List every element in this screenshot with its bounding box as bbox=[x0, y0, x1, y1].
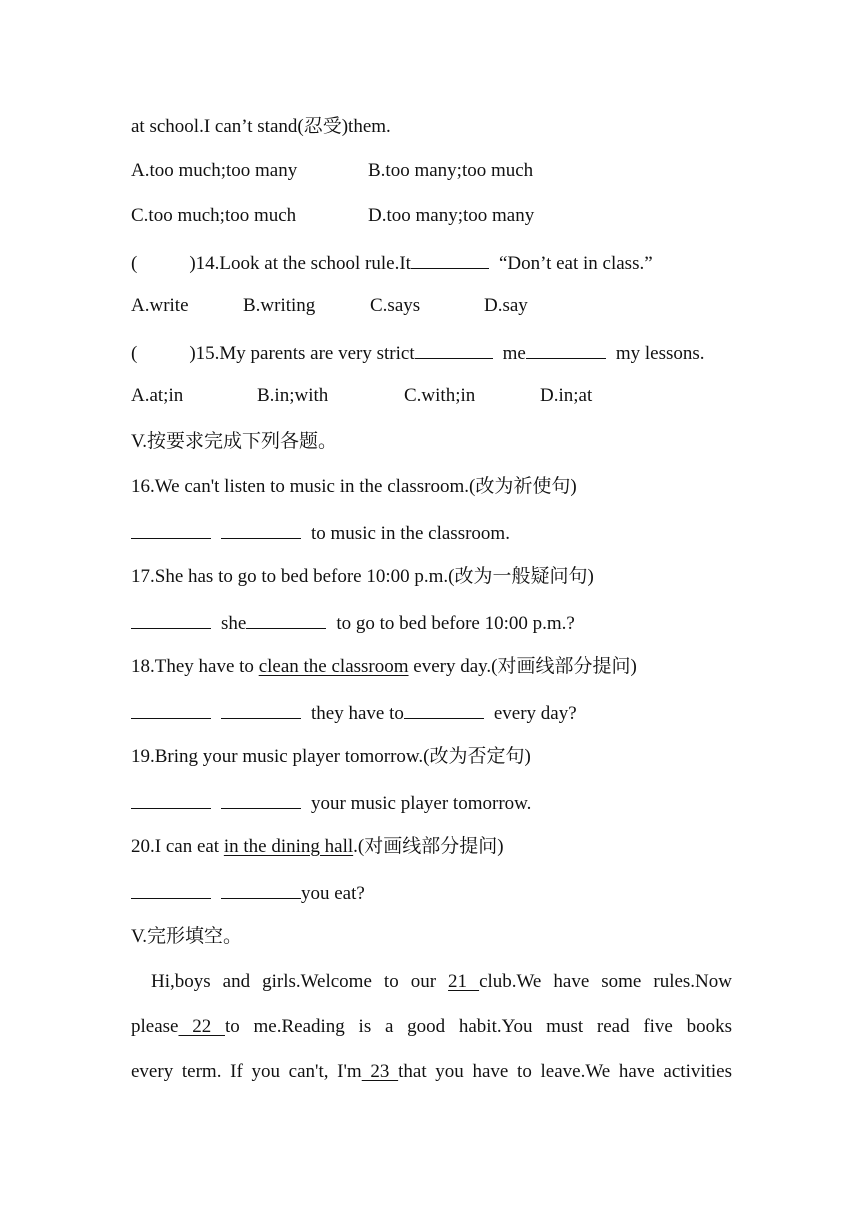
answer-text: to music in the classroom. bbox=[311, 523, 510, 544]
question-text: my lessons. bbox=[615, 343, 705, 364]
question-text: 15.My parents are very strict bbox=[195, 343, 415, 364]
underlined-phrase: in the dining hall bbox=[223, 836, 354, 857]
answer-line-17 bbox=[131, 610, 575, 636]
option-b: B.in;with bbox=[257, 385, 329, 406]
answer-line-18 bbox=[131, 700, 577, 726]
option-b: B.writing bbox=[243, 295, 316, 316]
option-b: B.too many;too much bbox=[368, 160, 534, 181]
option-c: C.too much;too much bbox=[131, 205, 297, 226]
answer-line-19 bbox=[131, 790, 531, 816]
answer-text: they have to bbox=[311, 703, 404, 724]
answer-line-16 bbox=[131, 520, 510, 546]
answer-blank[interactable] bbox=[221, 790, 301, 809]
answer-blank[interactable] bbox=[131, 880, 211, 899]
answer-blank[interactable] bbox=[246, 610, 326, 629]
answer-blank[interactable] bbox=[526, 340, 606, 359]
cloze-paragraph-line bbox=[131, 1060, 732, 1084]
paragraph-text: Hi,boys and girls.Welcome to our bbox=[151, 971, 449, 992]
option-a: A.too much;too many bbox=[131, 160, 298, 181]
answer-blank[interactable] bbox=[221, 880, 301, 899]
question-16: 16.We can't listen to music in the classroom.(改为祈使句) bbox=[131, 476, 577, 497]
question-text: me bbox=[502, 343, 526, 364]
section-heading: V.按要求完成下列各题。 bbox=[131, 431, 338, 452]
question-text: 18.They have to bbox=[131, 656, 259, 677]
question-18 bbox=[131, 655, 637, 679]
question-text: “Don’t eat in class.” bbox=[498, 253, 653, 274]
question-20 bbox=[131, 835, 504, 859]
question-text: 20.I can eat bbox=[131, 836, 224, 857]
underlined-phrase: clean the classroom bbox=[258, 656, 409, 677]
question-14 bbox=[131, 250, 653, 276]
question-text: 14.Look at the school rule.It bbox=[195, 253, 411, 274]
option-c: C.says bbox=[370, 295, 421, 316]
answer-blank[interactable] bbox=[131, 520, 211, 539]
option-a: A.write bbox=[131, 295, 189, 316]
cloze-blank-21[interactable]: 21 bbox=[448, 971, 480, 992]
cloze-paragraph-line bbox=[151, 970, 732, 994]
paragraph-text: that you have to leave.We have activities bbox=[398, 1061, 733, 1082]
question-text: every day.(对画线部分提问) bbox=[408, 656, 637, 677]
answer-paren-close: ) bbox=[189, 343, 196, 364]
answer-blank[interactable] bbox=[131, 610, 211, 629]
answer-text: your music player tomorrow. bbox=[311, 793, 532, 814]
answer-text: every day? bbox=[493, 703, 577, 724]
answer-paren-open[interactable]: ( bbox=[131, 253, 138, 274]
option-d: D.in;at bbox=[540, 385, 593, 406]
option-c: C.with;in bbox=[404, 385, 476, 406]
answer-blank[interactable] bbox=[131, 790, 211, 809]
answer-paren-open[interactable]: ( bbox=[131, 343, 138, 364]
question-15 bbox=[131, 340, 705, 366]
question-19: 19.Bring your music player tomorrow.(改为否定句) bbox=[131, 746, 531, 767]
question-17: 17.She has to go to bed before 10:00 p.m.(改为一般疑问句) bbox=[131, 566, 594, 587]
answer-blank[interactable] bbox=[221, 700, 301, 719]
option-d: D.say bbox=[484, 295, 528, 316]
question-text: .(对画线部分提问) bbox=[353, 836, 504, 857]
answer-text: you eat? bbox=[301, 883, 365, 904]
answer-text: she bbox=[221, 613, 247, 634]
paragraph-text: every term. If you can't, I'm bbox=[131, 1061, 362, 1082]
paragraph-text: please bbox=[131, 1016, 179, 1037]
answer-blank[interactable] bbox=[404, 700, 484, 719]
text: at school.I can’t stand(忍受)them. bbox=[131, 116, 391, 137]
cloze-blank-22[interactable]: 22 bbox=[178, 1016, 225, 1037]
answer-line-20 bbox=[131, 880, 365, 906]
answer-paren-close: ) bbox=[189, 253, 196, 274]
paragraph-text: to me.Reading is a good habit.You must read five books bbox=[224, 1016, 732, 1037]
cloze-blank-23[interactable]: 23 bbox=[361, 1061, 399, 1082]
paragraph-text: club.We have some rules.Now bbox=[479, 971, 733, 992]
answer-blank[interactable] bbox=[221, 520, 301, 539]
option-a: A.at;in bbox=[131, 385, 184, 406]
text-line bbox=[131, 115, 391, 139]
answer-blank[interactable] bbox=[415, 340, 493, 359]
option-d: D.too many;too many bbox=[368, 205, 535, 226]
cloze-paragraph-line bbox=[131, 1015, 732, 1039]
answer-text: to go to bed before 10:00 p.m.? bbox=[336, 613, 575, 634]
answer-blank[interactable] bbox=[411, 250, 489, 269]
answer-blank[interactable] bbox=[131, 700, 211, 719]
section-heading: V.完形填空。 bbox=[131, 926, 243, 947]
